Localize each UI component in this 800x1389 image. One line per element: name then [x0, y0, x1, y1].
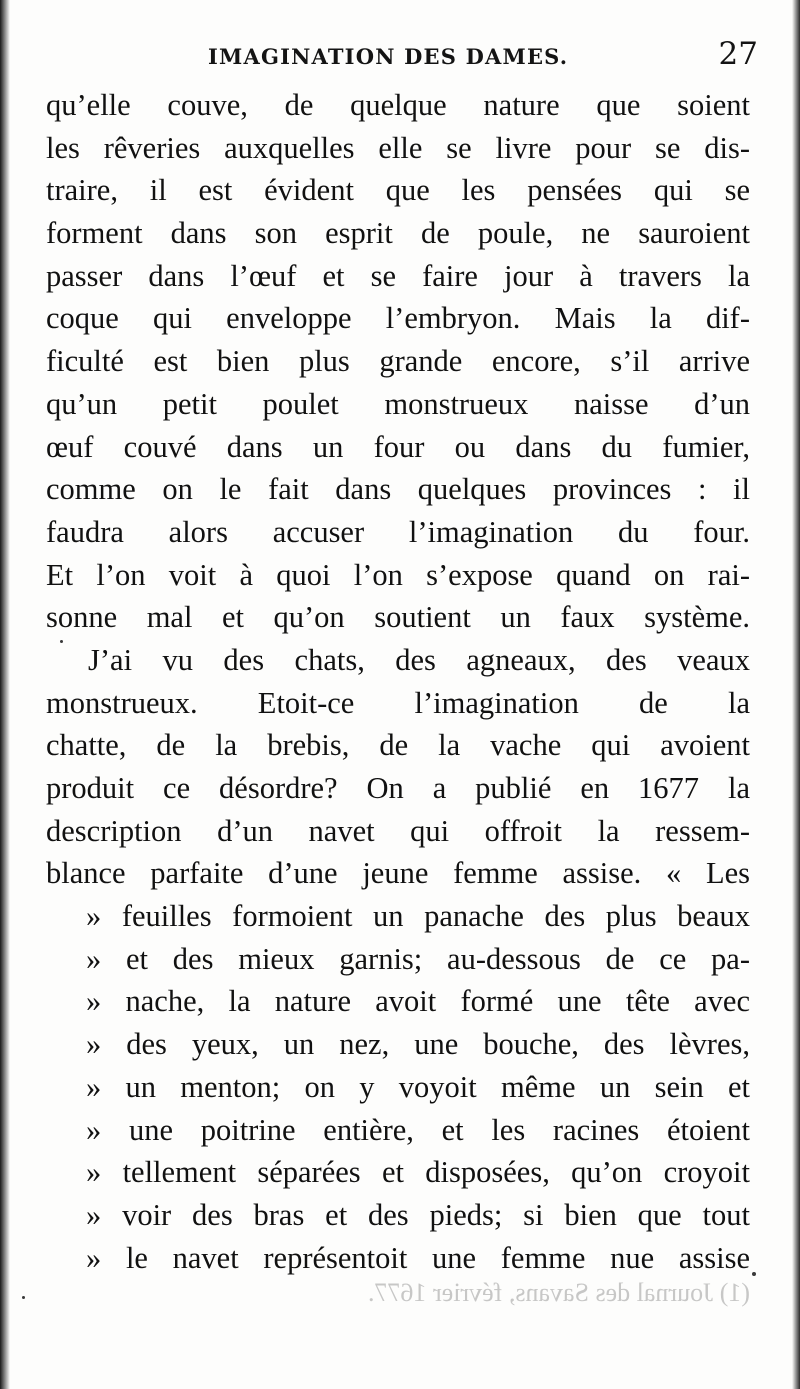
text-line: description d’un navet qui offroit la ressem- [46, 813, 750, 848]
text-line: sonne mal et qu’on soutient un faux système. [46, 600, 750, 635]
text-line: Et l’on voit à quoi l’on s’expose quand on rai- [46, 557, 750, 592]
page-gutter-shadow [0, 0, 10, 1389]
running-title: IMAGINATION DES DAMES. [208, 44, 569, 69]
quoted-line: » et des mieux garnis; au-dessous de ce pa- [86, 941, 750, 976]
page-edge-shadow [792, 0, 800, 1389]
quoted-line: » feuilles formoient un panache des plus beaux [86, 899, 750, 934]
ink-speck [60, 640, 63, 643]
text-line: les rêveries auxquelles elle se livre pour se dis- [46, 130, 750, 165]
quoted-line: » nache, la nature avoit formé une tête avec [86, 984, 750, 1019]
text-line: œuf couvé dans un four ou dans du fumier, [46, 429, 750, 464]
quoted-line: » une poitrine entière, et les racines étoient [86, 1112, 750, 1147]
text-line: produit ce désordre? On a publié en 1677 la [46, 771, 750, 805]
text-line: ficulté est bien plus grande encore, s’il arrive [46, 344, 750, 379]
quoted-line: » un menton; on y voyoit même un sein et [86, 1069, 750, 1104]
text-line: monstrueux. Etoit-ce l’imagination de la [46, 685, 750, 720]
running-head [40, 36, 760, 80]
text-line: traire, il est évident que les pensées qui se [46, 173, 750, 208]
text-line: comme on le fait dans quelques provinces : il [46, 472, 750, 507]
page-number: 27 [718, 36, 758, 72]
text-line: qu’un petit poulet monstrueux naisse d’un [46, 386, 750, 421]
text-line: passer dans l’œuf et se faire jour à travers la [46, 258, 750, 293]
text-line: forment dans son esprit de poule, ne sauroient [46, 216, 750, 251]
text-line: qu’elle couve, de quelque nature que soient [46, 88, 750, 122]
quoted-line: » voir des bras et des pieds; si bien que tout [86, 1197, 750, 1232]
body-text [46, 84, 750, 1279]
text-line: blance parfaite d’une jeune femme assise. « Les [46, 856, 750, 891]
text-line: chatte, de la brebis, de la vache qui avoient [46, 728, 750, 763]
footnote-bleed-through: (1) Journal des Savans, février 1677. [368, 1278, 750, 1307]
paragraph-first-line: J’ai vu des chats, des agneaux, des veaux [88, 642, 750, 677]
quoted-line: » des yeux, un nez, une bouche, des lèvres, [86, 1027, 750, 1062]
text-line: coque qui enveloppe l’embryon. Mais la dif- [46, 301, 750, 336]
quoted-line: » tellement séparées et disposées, qu’on croyoit [86, 1155, 750, 1190]
ink-speck [752, 1272, 756, 1276]
text-line: faudra alors accuser l’imagination du four. [46, 514, 750, 549]
ink-speck [22, 1296, 25, 1299]
quoted-line: » le navet représentoit une femme nue assise [86, 1240, 750, 1275]
